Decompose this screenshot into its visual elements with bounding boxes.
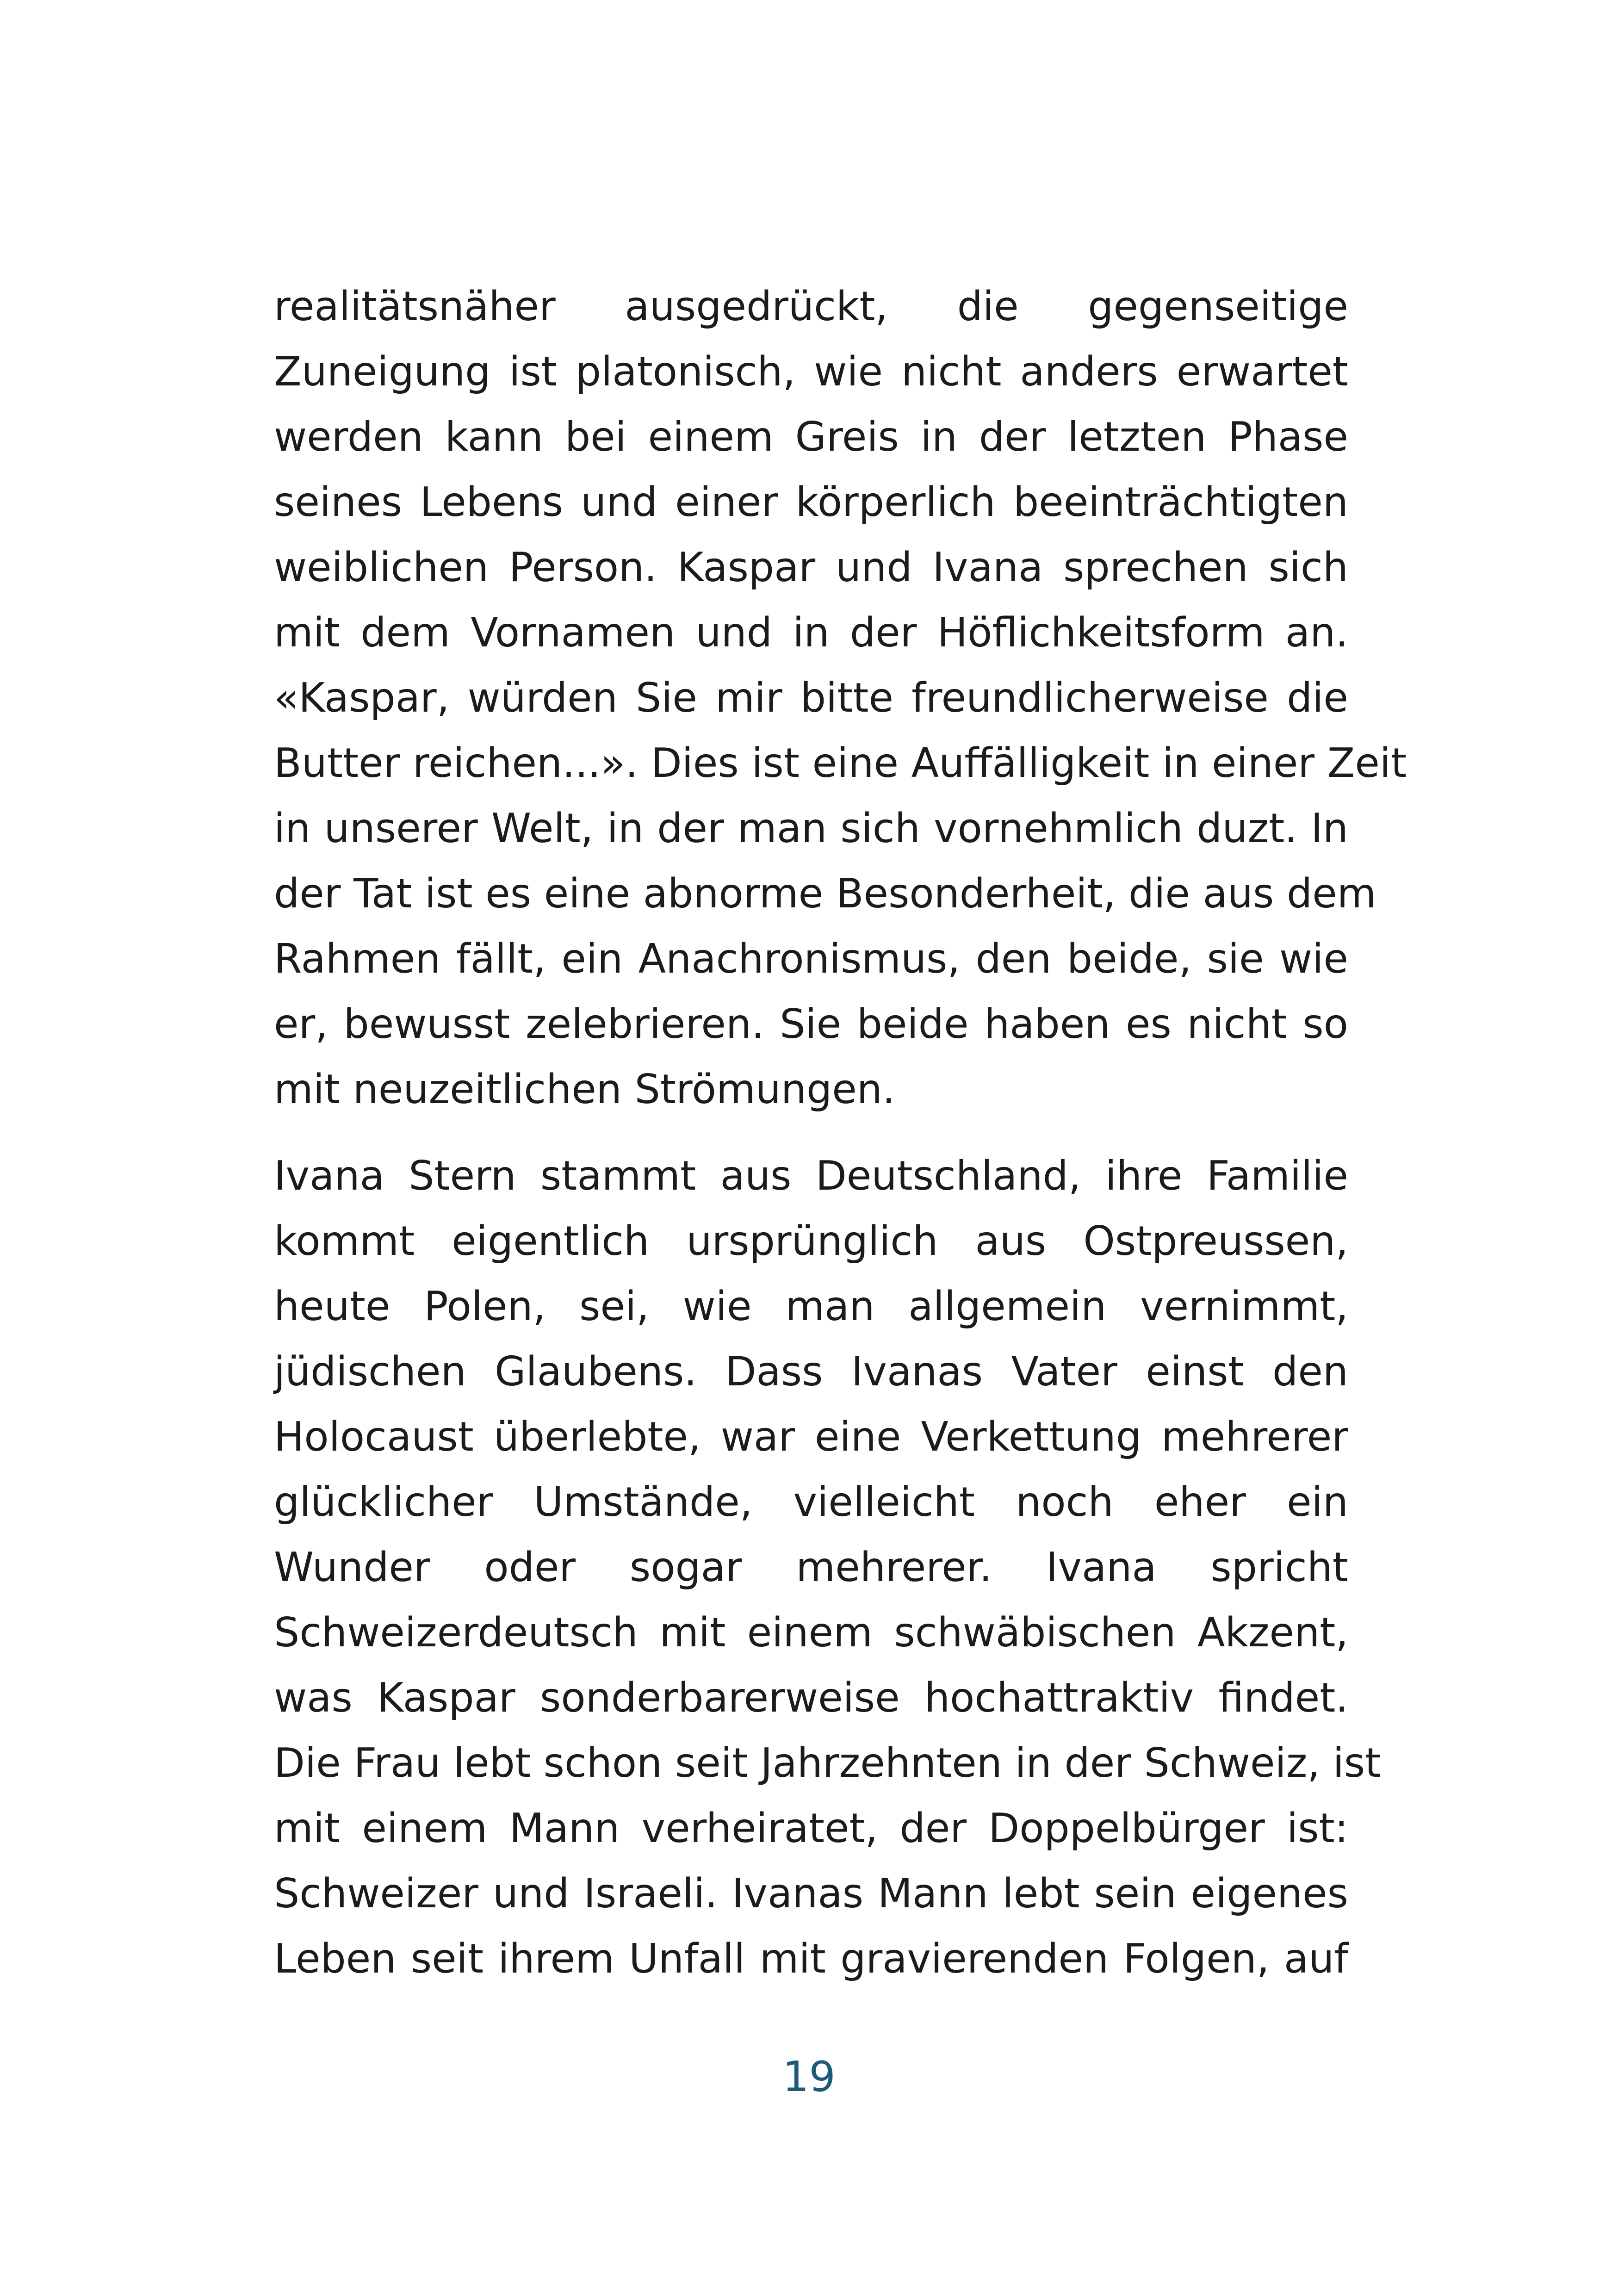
text-line: Rahmen fällt, ein Anachronismus, den beide, sie wie	[274, 935, 1348, 982]
page-number: 19	[782, 2053, 836, 2101]
text-line: Schweizer und Israeli. Ivanas Mann lebt sein eigenes	[274, 1870, 1348, 1917]
text-line: der Tat ist es eine abnorme Besonderheit, die aus dem	[274, 870, 1376, 917]
text-line: kommt eigentlich ursprünglich aus Ostpreussen,	[274, 1217, 1348, 1265]
paragraph-2	[274, 1143, 1381, 1992]
body-text	[274, 274, 1407, 1992]
text-line: weiblichen Person. Kaspar und Ivana sprechen sich	[274, 544, 1348, 591]
text-line: Die Frau lebt schon seit Jahrzehnten in der Schweiz, ist	[274, 1739, 1381, 1787]
text-line: mit dem Vornamen und in der Höflichkeitsform an.	[274, 609, 1348, 656]
text-line: Wunder oder sogar mehrerer. Ivana spricht	[274, 1544, 1348, 1591]
text-line: realitätsnäher ausgedrückt, die gegenseitige	[274, 283, 1348, 330]
text-line: jüdischen Glaubens. Dass Ivanas Vater einst den	[274, 1348, 1348, 1395]
text-line: er, bewusst zelebrieren. Sie beide haben es nicht so	[274, 1000, 1348, 1048]
text-line: glücklicher Umstände, vielleicht noch eher ein	[274, 1478, 1348, 1526]
text-line: Ivana Stern stammt aus Deutschland, ihre Familie	[274, 1152, 1348, 1199]
text-line: Schweizerdeutsch mit einem schwäbischen Akzent,	[274, 1609, 1348, 1656]
text-line: mit einem Mann verheiratet, der Doppelbürger ist:	[274, 1805, 1348, 1852]
text-line: in unserer Welt, in der man sich vornehmlich duzt. In	[274, 805, 1348, 852]
text-line: Holocaust überlebte, war eine Verkettung mehrerer	[274, 1413, 1348, 1460]
text-line: mit neuzeitlichen Strömungen.	[274, 1066, 895, 1113]
text-line: heute Polen, sei, wie man allgemein vernimmt,	[274, 1283, 1348, 1330]
text-line: seines Lebens und einer körperlich beeinträchtigten	[274, 478, 1348, 526]
text-line: «Kaspar, würden Sie mir bitte freundlicherweise die	[274, 674, 1348, 721]
text-line: was Kaspar sonderbarerweise hochattraktiv findet.	[274, 1674, 1348, 1721]
text-line: Leben seit ihrem Unfall mit gravierenden Folgen, auf	[274, 1935, 1348, 1982]
text-line: werden kann bei einem Greis in der letzten Phase	[274, 413, 1348, 460]
paragraph-1	[274, 274, 1407, 1122]
text-line: Zuneigung ist platonisch, wie nicht anders erwartet	[274, 348, 1348, 395]
text-line: Butter reichen...». Dies ist eine Auffälligkeit in einer Zeit	[274, 739, 1407, 787]
